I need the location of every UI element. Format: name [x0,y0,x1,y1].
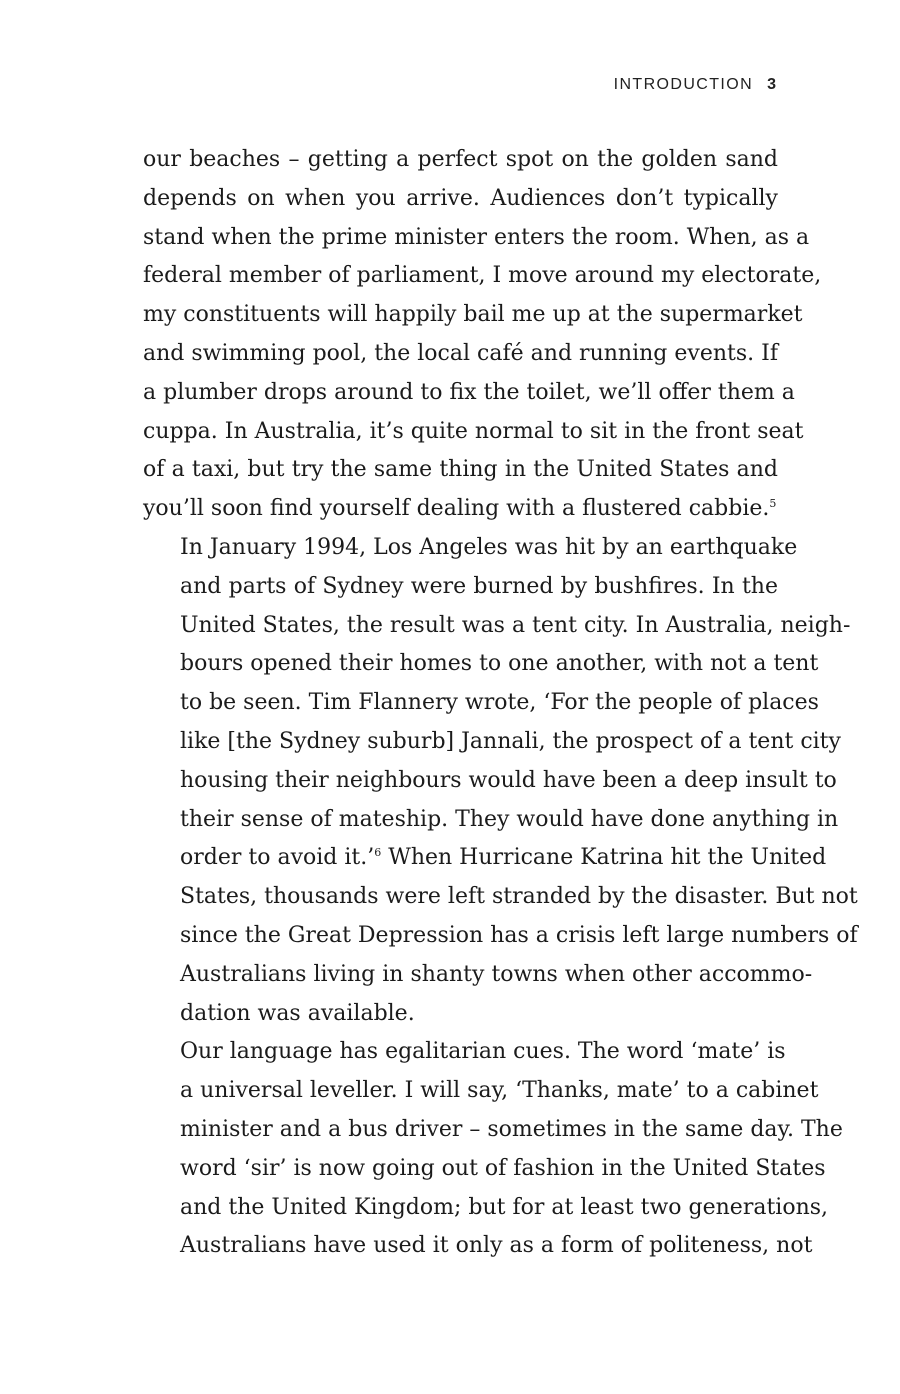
paragraph-3 [143,1033,843,1266]
text-line: stand when the prime minister enters the room. When, as a [143,224,810,250]
text-line: United States, the result was a tent city. In Australia, neigh- [180,612,851,638]
text-line: housing their neighbours would have been a deep insult to [180,767,837,793]
text-line: a plumber drops around to fix the toilet, we’ll offer them a [143,379,795,405]
text-line: minister and a bus driver – sometimes in the same day. The [180,1116,843,1142]
text-line: their sense of mateship. They would have done anything in [180,806,839,832]
text-line: federal member of parliament, I move around my electorate, [143,263,822,289]
running-head-section: INTRODUCTION [613,76,754,93]
text-line: my constituents will happily bail me up at the supermarket [143,302,803,328]
text-line: Australians living in shanty towns when other accommo- [180,961,813,987]
text-line-content: order to avoid it.’ [180,845,375,871]
text-line-last: dation was available. [180,1000,415,1026]
text-line: to be seen. Tim Flannery wrote, ‘For the people of places [180,690,819,716]
text-line: our beaches – getting a perfect spot on the golden sand [143,147,778,172]
text-line: bours opened their homes to one another, with not a tent [180,651,819,677]
body-text [143,141,858,1266]
running-head [614,76,776,94]
page-number: 3 [767,76,776,93]
text-line: Australians have used it only as a form of politeness, not [180,1233,813,1259]
text-line: a universal leveller. I will say, ‘Thanks, mate’ to a cabinet [180,1078,819,1104]
text-line: cuppa. In Australia, it’s quite normal to sit in the front seat [143,418,804,444]
text-line: of a taxi, but try the same thing in the United States and [143,457,778,483]
paragraph-2 [143,529,858,1033]
text-line: States, thousands were left stranded by the disaster. But not [180,884,858,910]
paragraph-1 [143,141,822,529]
text-line-content: you’ll soon find yourself dealing with a flustered cabbie. [143,496,770,522]
text-line-with-note [143,839,827,878]
text-line: and parts of Sydney were burned by bushfires. In the [180,573,778,599]
footnote-marker[interactable]: 6 [374,846,382,860]
text-line: word ‘sir’ is now going out of fashion in the United States [180,1155,826,1181]
text-line: and swimming pool, the local café and running events. If [143,340,778,366]
text-line: and the United Kingdom; but for at least two generations, [180,1194,829,1220]
text-line-last [143,490,778,529]
text-line: In January 1994, Los Angeles was hit by an earthquake [180,534,798,560]
footnote-marker[interactable]: 5 [769,497,777,511]
text-line: like [the Sydney suburb] Jannali, the prospect of a tent city [180,728,841,754]
text-line: depends on when you arrive. Audiences don’t typically [143,185,778,211]
text-line: since the Great Depression has a crisis left large numbers of [180,922,858,948]
text-line-content: When Hurricane Katrina hit the United [381,845,827,871]
text-line: Our language has egalitarian cues. The word ‘mate’ is [180,1039,786,1065]
